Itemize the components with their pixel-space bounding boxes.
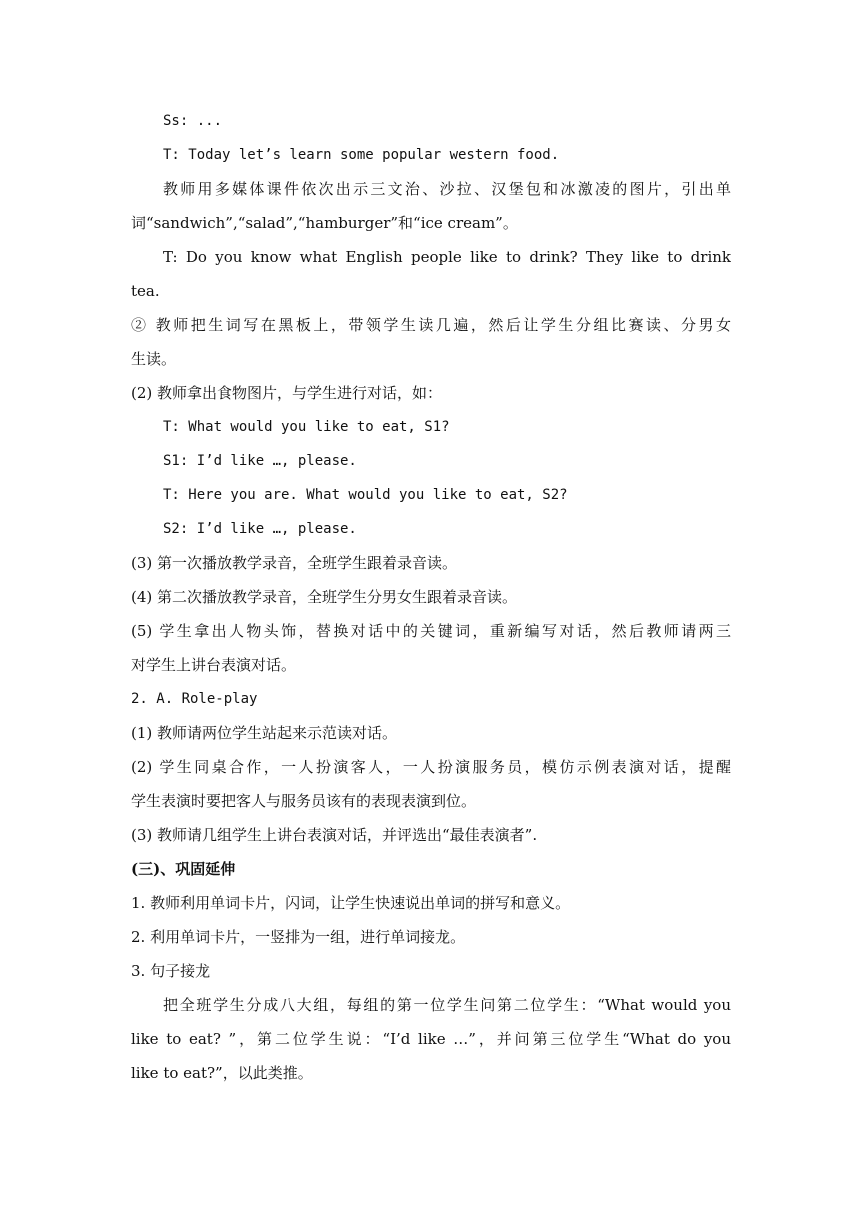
section-heading: (三)、巩固延伸 (131, 860, 236, 878)
step-item: (1) 教师请两位学生站起来示范读对话。 (131, 724, 398, 742)
step-item: 2. 利用单词卡片，一竖排为一组，进行单词接龙。 (131, 928, 466, 946)
dialogue-line: S1: I’d like …, please. (163, 453, 357, 469)
dialogue-line: T: Do you know what English people like to drink? They like to drink (163, 248, 731, 266)
paragraph-line: 学生表演时要把客人与服务员该有的表现表演到位。 (131, 792, 477, 810)
dialogue-line: T: Today let’s learn some popular western food. (163, 147, 560, 163)
dialogue-line: Ss: ... (163, 113, 223, 129)
document-page (131, 104, 731, 1090)
paragraph-line: 词“sandwich”,“salad”,“hamburger”和“ice cream”。 (131, 214, 518, 232)
paragraph-line: 生读。 (131, 350, 177, 368)
dialogue-line: T: Here you are. What would you like to eat, S2? (163, 487, 568, 503)
paragraph-line: 把全班学生分成八大组，每组的第一位学生问第二位学生：“What would you (163, 996, 731, 1014)
paragraph-line: 教师用多媒体课件依次出示三文治、沙拉、汉堡包和冰激凌的图片，引出单 (163, 180, 731, 198)
section-heading: 2. A. Role-play (131, 691, 258, 707)
step-item: (2) 教师拿出食物图片，与学生进行对话，如： (131, 384, 443, 402)
dialogue-line: S2: I’d like …, please. (163, 521, 357, 537)
dialogue-line: T: What would you like to eat, S1? (163, 419, 450, 435)
step-item: (2) 学生同桌合作，一人扮演客人，一人扮演服务员，模仿示例表演对话，提醒 (131, 758, 731, 776)
step-item: (4) 第二次播放教学录音，全班学生分男女生跟着录音读。 (131, 588, 518, 606)
step-item: ② 教师把生词写在黑板上，带领学生读几遍，然后让学生分组比赛读、分男女 (131, 316, 731, 334)
step-item: (5) 学生拿出人物头饰，替换对话中的关键词，重新编写对话，然后教师请两三 (131, 622, 731, 640)
paragraph-line: tea. (131, 282, 160, 300)
step-item: 1. 教师利用单词卡片，闪词，让学生快速说出单词的拼写和意义。 (131, 894, 571, 912)
paragraph-line: like to eat?”，以此类推。 (131, 1064, 313, 1082)
step-item: (3) 教师请几组学生上讲台表演对话，并评选出“最佳表演者”. (131, 826, 538, 844)
step-item: (3) 第一次播放教学录音，全班学生跟着录音读。 (131, 554, 458, 572)
paragraph-line: 对学生上讲台表演对话。 (131, 656, 297, 674)
step-item: 3. 句子接龙 (131, 962, 211, 980)
paragraph-line: like to eat? ”，第二位学生说：“I’d like …”，并问第三位学生“What do you (131, 1030, 731, 1048)
